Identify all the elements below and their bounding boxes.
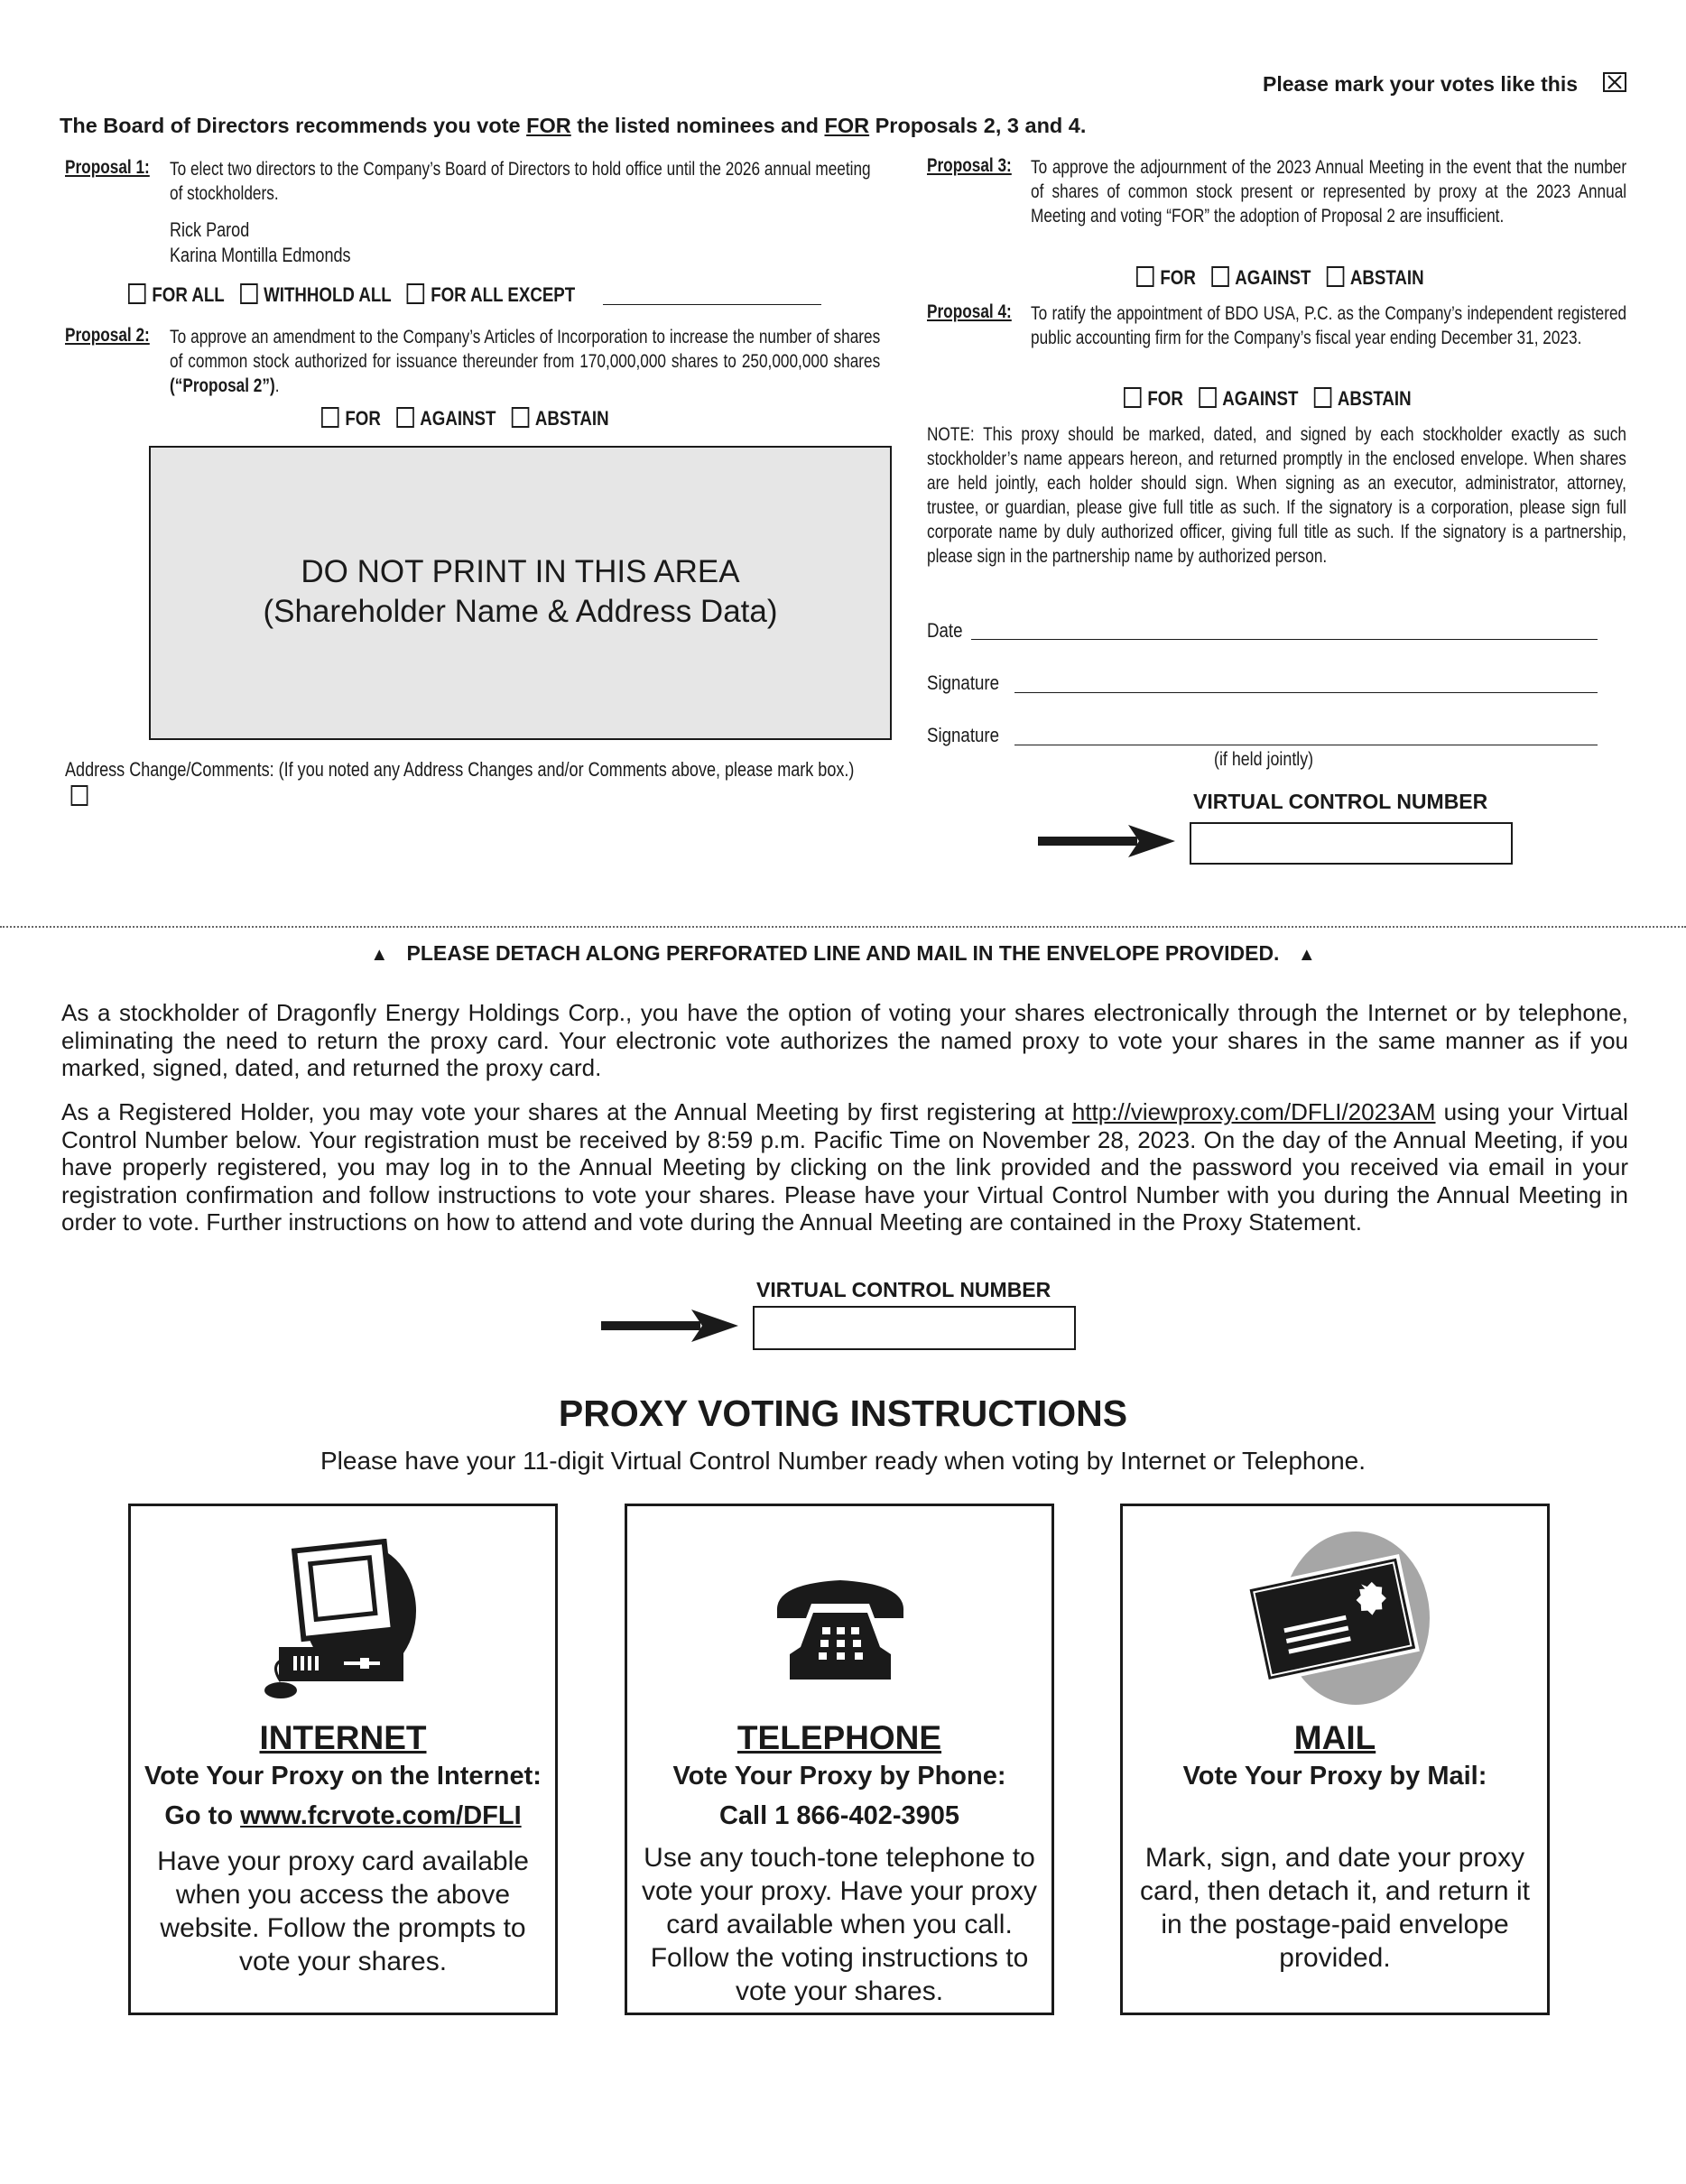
internet-voting-link[interactable]: www.fcrvote.com/DFLI [240,1801,522,1830]
telephone-body: Use any touch-tone telephone to vote your proxy. Have your proxy card available when you call. Follow the voting instructions to vote your shares. [642,1843,1037,2006]
telephone-title: TELEPHONE [736,1719,942,1756]
signature-label: Signature [927,671,1000,694]
registration-link[interactable]: http://viewproxy.com/DFLI/2023AM [1071,1098,1436,1125]
vcn-box-top[interactable] [1190,822,1513,865]
proposal-1-options: FOR ALL WITHHOLD ALL FOR ALL EXCEPT [128,283,586,307]
signature-line[interactable] [1014,692,1598,693]
board-recommendation: The Board of Directors recommends you vote FOR the listed nominees and FOR Proposals 2, 3 and 4. [60,114,1087,137]
arrow-right-icon [601,1308,738,1344]
registered-holder-paragraph: As a Registered Holder, you may vote your shares at the Annual Meeting by first registering at http://viewproxy.com/DFLI/2023AM using your Virtual Control Number below. Your registration must be received by 8:59 p.m. Pacific Time on November 28, 2023. On the day of the Annual Meeting, if you have properly registered, you may log in to the Annual Meeting by clicking on the link provided and the password you received via email in your registration confirmation and follow instructions to vote your shares. Please have your Virtual Control Number with you during the Annual Meeting in order to vote. Further instructions on how to attend and vote during the Annual Meeting are contained in the Proxy Statement. [61,1098,1628,1235]
mail-title: MAIL [1293,1719,1376,1756]
address-change-checkbox[interactable] [71,785,88,806]
detach-instruction: ▲ PLEASE DETACH ALONG PERFORATED LINE AND MAIL IN THE ENVELOPE PROVIDED. ▲ [370,941,1316,965]
telephone-number[interactable]: Call 1 866-402-3905 [718,1801,960,1830]
do-not-print-area [149,446,892,740]
nominee-2: Karina Montilla Edmonds [170,244,351,266]
telephone-card [625,1504,1054,2015]
proposal-4-label: Proposal 4: [927,301,1012,322]
proposal-3-text: To approve the adjournment of the 2023 Annual Meeting in the event that the number of shares of common stock present or represented by proxy at the 2023 Annual Meeting and voting “FOR” the adoption of Proposal 2 are insufficient. [1031,157,1627,227]
proposal-3-label: Proposal 3: [927,155,1012,176]
withhold-all-checkbox[interactable] [240,283,258,304]
proposal-4-abstain-checkbox[interactable] [1314,387,1332,408]
proposal-4-for-checkbox[interactable] [1124,387,1142,408]
proposal-4-against-checkbox[interactable] [1199,387,1217,408]
telephone-subtitle: Vote Your Proxy by Phone: [672,1762,1006,1791]
instructions-subtitle: Please have your 11-digit Virtual Control Number ready when voting by Internet or Telephone. [320,1447,1366,1475]
vcn-label-bottom: VIRTUAL CONTROL NUMBER [756,1278,1051,1301]
proposal-2-text: To approve an amendment to the Company’s Articles of Incorporation to increase the number of shares of common stock authorized for issuance thereunder from 170,000,000 shares to 250,000,000 shares (“Proposal 2”). [170,327,881,396]
mail-body: Mark, sign, and date your proxy card, then detach it, and return it in the postage-paid envelope provided. [1140,1843,1530,1973]
x-mark-icon [1603,72,1626,92]
proposal-3-for-checkbox[interactable] [1136,266,1154,287]
triangle-up-icon: ▲ [1297,945,1316,965]
proposal-2-against-checkbox[interactable] [396,407,414,428]
perforated-line [0,926,1686,928]
for-all-except-line[interactable] [603,304,821,305]
internet-go-to: Go to www.fcrvote.com/DFLI [164,1801,522,1830]
proposal-2-abstain-checkbox[interactable] [512,407,530,428]
proposal-3-against-checkbox[interactable] [1211,266,1229,287]
vcn-label-top: VIRTUAL CONTROL NUMBER [1193,790,1488,813]
vcn-box-bottom[interactable] [753,1306,1076,1350]
arrow-right-icon [1038,823,1175,859]
held-jointly-label: (if held jointly) [1214,749,1314,770]
computer-icon [261,1539,423,1699]
do-not-print-line1: DO NOT PRINT IN THIS AREA [301,554,740,589]
electronic-voting-paragraph: As a stockholder of Dragonfly Energy Holdings Corp., you have the option of voting your shares electronically through the Internet or by telephone, eliminating the need to return the proxy card. Your electronic vote authorizes the named proxy to vote your shares in the same manner as if you marked, signed, dated, and returned the proxy card. [61,999,1628,1081]
instructions-title: PROXY VOTING INSTRUCTIONS [558,1393,1128,1434]
note-text: NOTE: This proxy should be marked, dated, and signed by each stockholder exactly as such stockholder’s name appears hereon, and returned promptly in the enclosed envelope. When shares are held jointly, each holder should sign. When signing as an executor, administrator, attorney, trustee, or guardian, please give full title as such. If the signatory is a corporation, please sign full corporate name by duly authorized officer, giving full title as such. If the signatory is a partnership, please sign in the partnership name by authorized person. [927,424,1626,567]
proposal-4-options: FOR AGAINST ABSTAIN [1124,387,1422,411]
date-line[interactable] [971,639,1598,640]
date-label: Date [927,619,963,642]
mark-votes-label: Please mark your votes like this [1263,72,1579,96]
proposal-2-for-checkbox[interactable] [321,407,339,428]
proposal-3-options: FOR AGAINST ABSTAIN [1136,266,1435,290]
proposal-1-label: Proposal 1: [65,157,150,178]
proposal-2-label: Proposal 2: [65,325,150,346]
for-all-except-checkbox[interactable] [407,283,425,304]
internet-body: Have your proxy card available when you access the above website. Follow the prompts to vote your shares. [157,1846,529,1976]
proposal-4-text: To ratify the appointment of BDO USA, P.C. as the Company’s independent registered public accounting firm for the Company’s fiscal year ending December 31, 2023. [1031,303,1627,348]
for-all-checkbox[interactable] [128,283,146,304]
proposal-3-abstain-checkbox[interactable] [1327,266,1345,287]
nominee-1: Rick Parod [170,218,250,241]
proposal-1-text: To elect two directors to the Company’s Board of Directors to hold office until the 2026 annual meeting of stockholders. [170,159,871,204]
triangle-up-icon: ▲ [370,945,389,965]
internet-subtitle: Vote Your Proxy on the Internet: [144,1762,542,1791]
mail-card [1120,1504,1550,2015]
internet-title: INTERNET [259,1719,427,1756]
mail-card-icon [1233,1532,1441,1712]
do-not-print-line2: (Shareholder Name & Address Data) [263,594,778,629]
signature2-label: Signature [927,724,1000,746]
internet-card [128,1504,558,2015]
telephone-icon [768,1568,912,1685]
proposal-2-options: FOR AGAINST ABSTAIN [321,407,620,430]
address-change: Address Change/Comments: (If you noted any Address Changes and/or Comments above, please mark box.) [65,756,865,810]
mail-subtitle: Vote Your Proxy by Mail: [1182,1762,1487,1791]
